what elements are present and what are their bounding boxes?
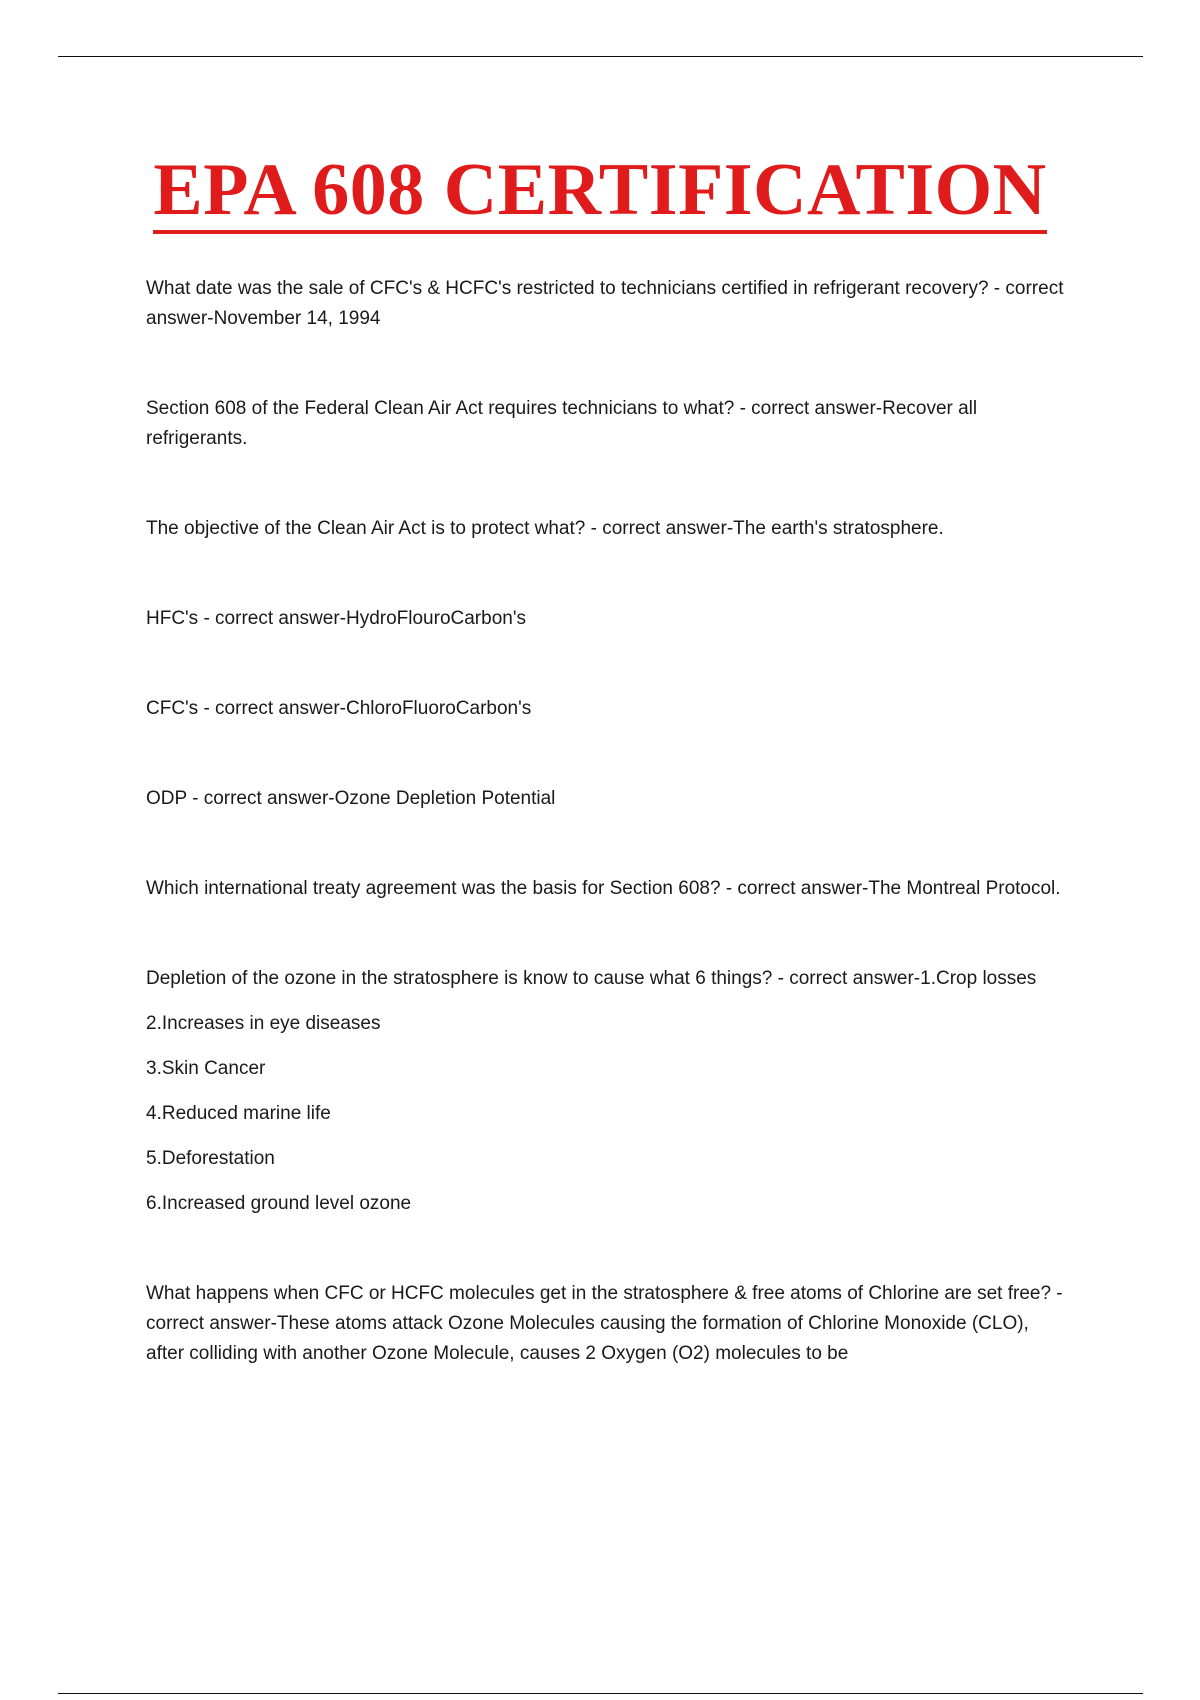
qa-item-ozone-effects	[146, 964, 1066, 1219]
qa-text: The objective of the Clean Air Act is to protect what? - correct answer-The earth's stratosphere.	[146, 518, 944, 539]
qa-text: What happens when CFC or HCFC molecules get in the stratosphere & free atoms of Chlorine are set free? - correct answer-These atoms attack Ozone Molecules causing the formation of Chlorine Monoxide (CLO), after colliding with another Ozone Molecule, causes 2 Oxygen (O2) molecules to be	[146, 1283, 1063, 1364]
qa-item	[146, 514, 1066, 544]
qa-text: Which international treaty agreement was the basis for Section 608? - correct answer-The Montreal Protocol.	[146, 878, 1061, 899]
ozone-effect-item: 4.Reduced marine life	[146, 1103, 331, 1124]
qa-item	[146, 604, 1066, 634]
qa-item	[146, 784, 1066, 814]
qa-text: Section 608 of the Federal Clean Air Act requires technicians to what? - correct answer-Recover all refrigerants.	[146, 398, 978, 449]
ozone-effect-item: 5.Deforestation	[146, 1148, 275, 1169]
qa-item	[146, 274, 1066, 334]
qa-text: ODP - correct answer-Ozone Depletion Potential	[146, 788, 556, 809]
qa-text: CFC's - correct answer-ChloroFluoroCarbon's	[146, 698, 532, 719]
ozone-effect-item: 6.Increased ground level ozone	[146, 1193, 412, 1214]
qa-item	[146, 1279, 1066, 1369]
document-body	[146, 274, 1066, 1429]
header-rule	[58, 56, 1143, 57]
document-title	[0, 150, 1200, 234]
qa-text: Depletion of the ozone in the stratosphere is know to cause what 6 things? - correct answer-1.Crop losses	[146, 968, 1037, 989]
footer-rule	[58, 1693, 1143, 1694]
document-title-text: EPA 608 CERTIFICATION	[153, 150, 1046, 234]
ozone-effect-item: 2.Increases in eye diseases	[146, 1013, 381, 1034]
qa-item	[146, 874, 1066, 904]
qa-text: HFC's - correct answer-HydroFlouroCarbon's	[146, 608, 526, 629]
ozone-effect-item: 3.Skin Cancer	[146, 1058, 266, 1079]
qa-item	[146, 694, 1066, 724]
qa-text: What date was the sale of CFC's & HCFC's restricted to technicians certified in refrigerant recovery? - correct answer-November 14, 1994	[146, 278, 1064, 329]
qa-item	[146, 394, 1066, 454]
